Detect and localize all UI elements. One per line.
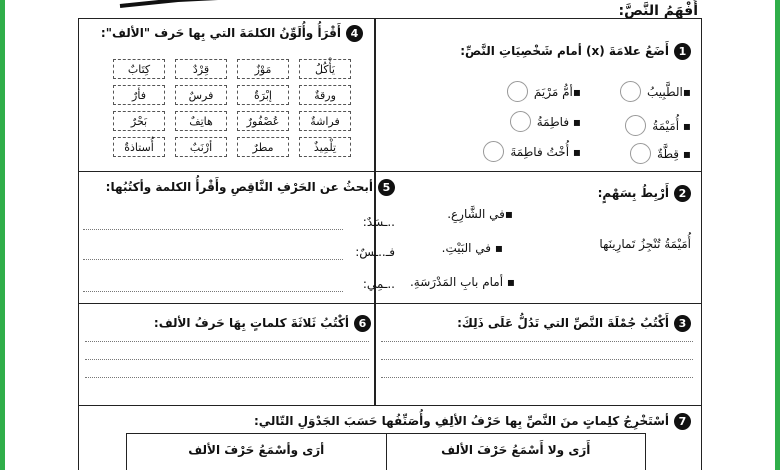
word-cell[interactable]: ورقةٌ [299, 85, 351, 105]
word-cell[interactable]: مَوْزٌ [237, 59, 289, 79]
q5-item-2: فـ..ـسٌ: [355, 245, 395, 259]
row-divider-2 [79, 303, 701, 304]
q1-option-fatima-sister[interactable] [483, 141, 581, 162]
q5-answer-line-3[interactable] [83, 291, 343, 292]
q2-subject: أُمَيْمَةُ تُنْجِزُ تَمارِينَها [599, 237, 691, 251]
q4-word-grid [113, 59, 351, 157]
exercise-frame [78, 18, 702, 470]
word-cell[interactable]: تِلْمِيذٌ [299, 137, 351, 157]
answer-circle[interactable] [483, 141, 504, 162]
answer-circle[interactable] [510, 111, 531, 132]
q1-option-label: ▪أمُّ مَرْيَمَ [533, 84, 581, 99]
q7-header-not-heard: أَرَى ولا أَسْمَعُ حَرْفَ الألف [441, 443, 591, 457]
q2-title-text: أَرْبِطُ بِسَهْمٍ: [597, 186, 669, 200]
page-title: أَفْهَمُ النَّصَّ: [618, 3, 698, 19]
q1-option-label: ▪ أُمَيْمَةُ [652, 118, 691, 133]
word-cell[interactable]: أُستاذةٌ [113, 137, 165, 157]
answer-circle[interactable] [630, 143, 651, 164]
word-cell[interactable]: فأرٌ [113, 85, 165, 105]
q7-number-badge: 7 [674, 413, 691, 430]
q1-title [460, 43, 691, 60]
q5-title [106, 179, 395, 196]
q1-option-label: ▪ قِطَّةٌ [657, 146, 691, 161]
q6-number-badge: 6 [354, 315, 371, 332]
word-cell[interactable]: أرْنَبٌ [175, 137, 227, 157]
word-cell[interactable]: إبْرَةٌ [237, 85, 289, 105]
worksheet [78, 0, 704, 470]
q6-title [154, 315, 371, 332]
q1-option-cat[interactable] [630, 143, 691, 164]
row-divider-3 [79, 405, 701, 406]
row-divider-1 [79, 171, 701, 172]
word-cell[interactable]: هاتِفٌ [175, 111, 227, 131]
q1-option-label: ▪ أُخْتُ فاطِمَةَ [510, 144, 581, 159]
q3-answer-line-3[interactable] [381, 377, 693, 378]
word-cell[interactable]: قِرْدٌ [175, 59, 227, 79]
q3-number-badge: 3 [674, 315, 691, 332]
column-divider [374, 19, 376, 405]
answer-circle[interactable] [625, 115, 646, 136]
q5-title-text: أبحثُ عن الحَرْفِ النَّاقِصِ وأَقْرأُ الكلمة وأكتُبُها: [105, 180, 373, 194]
word-cell[interactable]: فرسٌ [175, 85, 227, 105]
answer-circle[interactable] [620, 81, 641, 102]
right-green-border [775, 0, 780, 470]
q5-number-badge: 5 [378, 179, 395, 196]
q6-title-text: أكْتُبُ ثَلاثَةَ كلماتٍ بِهَا حَرفُ الألف: [153, 316, 349, 330]
q4-title [101, 25, 363, 42]
q3-title [457, 315, 691, 332]
q7-header-heard: أرَى وأسْمَعُ حَرْفَ الألف [127, 434, 387, 470]
q1-option-oumaima[interactable] [625, 115, 691, 136]
q1-option-label: ▪الطَّبِيبُ [647, 84, 691, 99]
q2-place-school-gate[interactable]: ▪ أمام بابِ المَدْرَسَةِ. [409, 275, 515, 289]
q5-answer-line-2[interactable] [83, 259, 343, 260]
word-cell[interactable]: بَحْرٌ [113, 111, 165, 131]
word-cell[interactable]: عُصْفُورٌ [237, 111, 289, 131]
q4-title-text: أَقْرَأُ وأُلَوِّنُ الكلمَةَ التي بِها حَرف "الألف": [100, 26, 341, 40]
q7-title-text: أسْتَخْرِجُ كلِماتٍ منَ النَّصِّ بِها حَرْفُ الألِفِ وأُصَنِّفُها حَسَبَ الجَدْوَلِ التّالي: [253, 414, 669, 428]
q1-option-maryam-mother[interactable] [507, 81, 581, 102]
q2-place-street[interactable]: ▪في الشَّارِعِ. [447, 207, 513, 221]
q6-answer-line-3[interactable] [85, 377, 369, 378]
q1-number-badge: 1 [674, 43, 691, 60]
q5-item-1: ..ـسَدٌ: [362, 215, 395, 229]
q2-title [598, 185, 691, 202]
word-cell[interactable]: كِتَابٌ [113, 59, 165, 79]
q1-option-doctor[interactable] [620, 81, 691, 102]
q6-answer-line-2[interactable] [85, 359, 369, 360]
answer-circle[interactable] [507, 81, 528, 102]
left-green-border [0, 0, 5, 470]
ink-stroke [118, 0, 258, 10]
q1-title-text: أَضَعُ علامَةَ (x) أمام شَخْصِيَاتِ النَّصِّ: [460, 44, 669, 58]
q1-option-fatima[interactable] [510, 111, 581, 132]
q2-place-home[interactable]: ▪ في البَيْتِ. [441, 241, 503, 255]
word-cell[interactable]: فراشةٌ [299, 111, 351, 131]
q7-classification-table [126, 433, 646, 470]
q4-number-badge: 4 [346, 25, 363, 42]
word-cell[interactable]: يَأْكُلُ [299, 59, 351, 79]
q2-number-badge: 2 [674, 185, 691, 202]
q1-option-label: ▪ فاطِمَةُ [536, 114, 581, 129]
q5-item-3: ..ـمِي: [362, 277, 395, 291]
q3-title-text: أَكْتُبُ جُمْلَةَ النَّصِّ التي تَدُلُّ عَلَى ذَلِكَ: [457, 316, 669, 330]
q5-answer-line-1[interactable] [83, 229, 343, 230]
word-cell[interactable]: مطرٌ [237, 137, 289, 157]
q7-title [254, 413, 691, 430]
q3-answer-line-1[interactable] [381, 341, 693, 342]
q6-answer-line-1[interactable] [85, 341, 369, 342]
q3-answer-line-2[interactable] [381, 359, 693, 360]
